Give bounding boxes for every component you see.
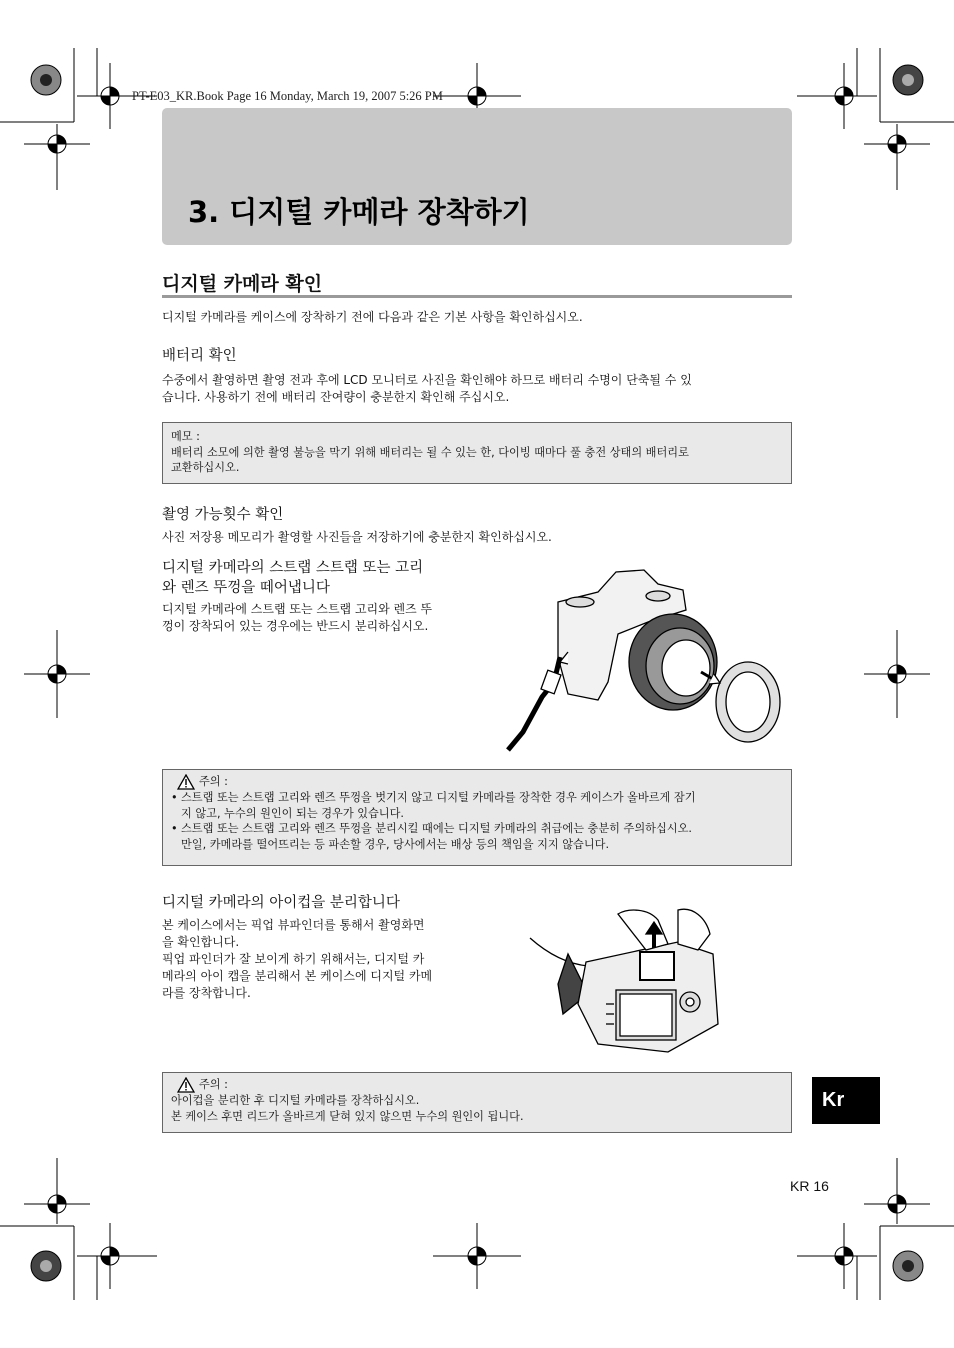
shots-heading: 촬영 가능횟수 확인	[162, 507, 284, 523]
chapter-title: 3. 디지털 카메라 장착하기	[188, 195, 530, 229]
shots-text: 사진 저장용 메모리가 촬영할 사진들을 저장하기에 충분한지 확인하십시오.	[162, 530, 552, 544]
eyecup-removal-illustration	[528, 904, 728, 1054]
memo-box: 메모 : 배터리 소모에 의한 촬영 불능을 막기 위해 배터리는 될 수 있는 한, 다이빙 때마다 풀 충전 상태의 배터리로 교환하십시오.	[162, 422, 792, 484]
warning-triangle-icon	[177, 774, 195, 790]
section-rule	[162, 295, 792, 298]
print-header: PT-E03_KR.Book Page 16 Monday, March 19, 2007 5:26 PM	[132, 89, 443, 103]
camera-lens-cap-illustration	[498, 562, 790, 752]
strap-heading: 디지털 카메라의 스트랩 스트랩 또는 고리 와 렌즈 뚜껑을 떼어냅니다	[162, 560, 424, 596]
caution-bullet: • 스트랩 또는 스트랩 고리와 렌즈 뚜껑을 벗기지 않고 디지털 카메라를 장착한 경우 케이스가 올바르게 잠기 지 않고, 누수의 원인이 되는 경우가 있습니다.	[171, 790, 783, 821]
caution-label: 주의 :	[199, 775, 228, 789]
section-intro: 디지털 카메라를 케이스에 장착하기 전에 다음과 같은 기본 사항을 확인하십시오.	[162, 310, 583, 324]
battery-text: 수중에서 촬영하면 촬영 전과 후에 LCD 모니터로 사진을 확인해야 하므로 배터리 수명이 단축될 수 있 습니다. 사용하기 전에 배터리 잔여량이 충분한지 확인해 주십시오.	[162, 373, 692, 404]
warning-triangle-icon	[177, 1077, 195, 1093]
battery-heading: 배터리 확인	[162, 348, 237, 364]
page-number: KR 16	[790, 1178, 829, 1194]
eyecup-text: 본 케이스에서는 픽업 뷰파인더를 통해서 촬영화면 을 확인합니다. 픽업 파인더가 잘 보이게 하기 위해서는, 디지털 카 메라의 아이 캡을 분리해서 본 케이스에 디지털 카메 라를 장착합니다.	[162, 918, 433, 1000]
caution-box-eyecup: 주의 : 아이컵을 분리한 후 디지털 카메라를 장착하십시오. 본 케이스 후면 리드가 올바르게 닫혀 있지 않으면 누수의 원인이 됩니다.	[162, 1072, 792, 1133]
caution-box-strap	[162, 769, 792, 866]
memo-label: 메모 :	[171, 430, 200, 443]
caution-bullet: • 스트랩 또는 스트랩 고리와 렌즈 뚜껑을 분리시킬 때에는 디지털 카메라의 취급에는 충분히 주의하십시오. 만일, 카메라를 떨어뜨리는 등 파손할 경우, 당사에서는 배상 등의 책임을 지지 않습니다.	[171, 821, 783, 852]
caution-label: 주의 :	[199, 1078, 228, 1092]
section-title: 디지털 카메라 확인	[162, 273, 323, 295]
eyecup-heading: 디지털 카메라의 아이컵을 분리합니다	[162, 895, 400, 911]
language-tab: Kr	[812, 1077, 880, 1124]
strap-text: 디지털 카메라에 스트랩 또는 스트랩 고리와 렌즈 뚜 껑이 장착되어 있는 경우에는 반드시 분리하십시오.	[162, 602, 433, 633]
